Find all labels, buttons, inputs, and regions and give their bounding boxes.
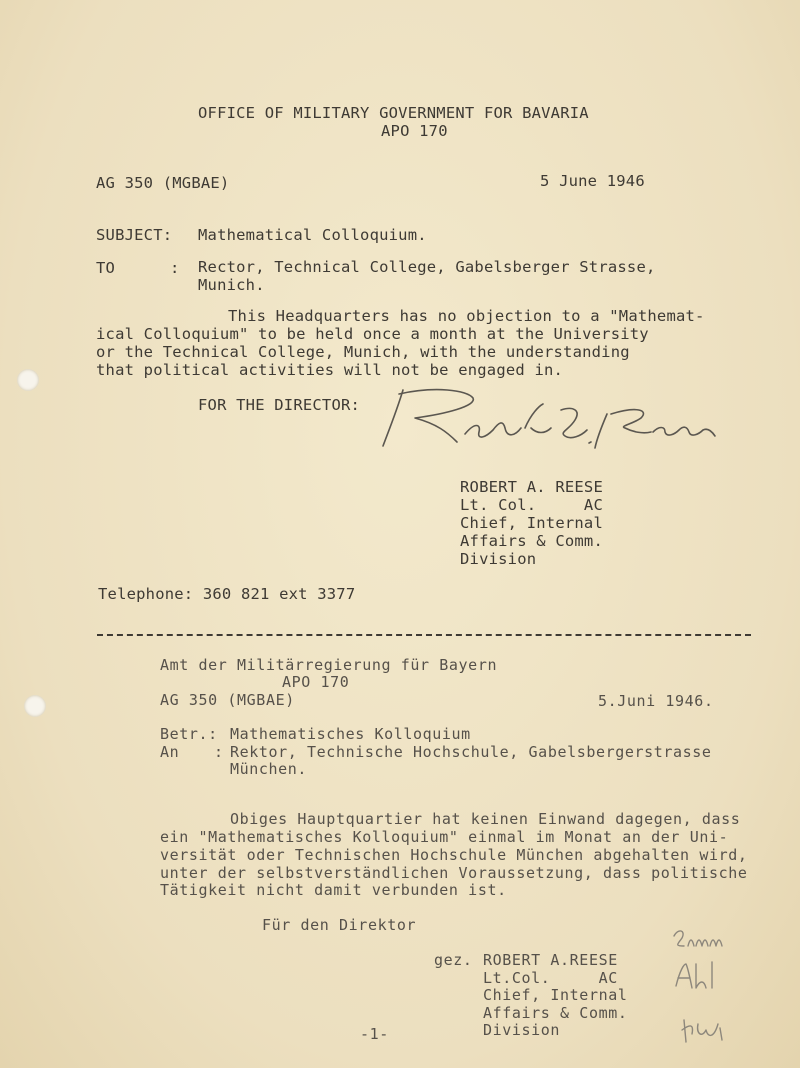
german-body-line-4: unter der selbstverständlichen Voraussetzung, dass politische bbox=[160, 864, 748, 882]
german-body-line-5: Tätigkeit nicht damit verbunden ist. bbox=[160, 881, 507, 899]
body-line-1: This Headquarters has no objection to a "Mathemat- bbox=[228, 307, 705, 325]
german-for-director: Für den Direktor bbox=[262, 916, 417, 934]
german-signature-rank: Lt.Col. AC bbox=[483, 969, 618, 987]
german-an-label: An bbox=[160, 743, 180, 761]
reference-number: AG 350 (MGBAE) bbox=[96, 174, 230, 192]
german-an-line-1: Rektor, Technische Hochschule, Gabelsbergerstrasse bbox=[230, 743, 712, 761]
german-body-line-1: Obiges Hauptquartier hat keinen Einwand dagegen, dass bbox=[230, 810, 741, 828]
german-gez: gez. bbox=[434, 951, 473, 969]
to-line-1: Rector, Technical College, Gabelsberger Strasse, bbox=[198, 258, 656, 276]
german-body-line-2: ein "Mathematisches Kolloquium" einmal im Monat an der Uni- bbox=[160, 828, 729, 846]
handwritten-signature bbox=[375, 384, 735, 456]
german-signature-name: ROBERT A.REESE bbox=[483, 951, 618, 969]
signature-title-1: Chief, Internal bbox=[460, 514, 603, 532]
german-betr-label: Betr.: bbox=[160, 725, 218, 743]
german-date: 5.Juni 1946. bbox=[598, 692, 714, 710]
signature-title-2: Affairs & Comm. bbox=[460, 532, 603, 550]
telephone: Telephone: 360 821 ext 3377 bbox=[98, 585, 356, 603]
signature-name: ROBERT A. REESE bbox=[460, 478, 603, 496]
body-line-2: ical Colloquium" to be held once a month at the University bbox=[96, 325, 649, 343]
body-line-3: or the Technical College, Munich, with the understanding bbox=[96, 343, 630, 361]
punch-hole-upper bbox=[17, 369, 39, 391]
german-signature-title-1: Chief, Internal bbox=[483, 986, 628, 1004]
german-office-apo: APO 170 bbox=[282, 673, 350, 691]
to-line-2: Munich. bbox=[198, 276, 265, 294]
signature-title-3: Division bbox=[460, 550, 537, 568]
to-label: TO bbox=[96, 259, 116, 277]
german-office-heading: Amt der Militärregierung für Bayern bbox=[160, 656, 498, 674]
german-betr-text: Mathematisches Kolloquium bbox=[230, 725, 471, 743]
german-signature-title-3: Division bbox=[483, 1021, 561, 1039]
german-body-line-3: versität oder Technischen Hochschule München abgehalten wird, bbox=[160, 846, 748, 864]
german-signature-title-2: Affairs & Comm. bbox=[483, 1004, 628, 1022]
office-heading: OFFICE OF MILITARY GOVERNMENT FOR BAVARIA bbox=[198, 104, 589, 122]
punch-hole-lower bbox=[24, 695, 46, 717]
german-an-colon: : bbox=[214, 743, 224, 761]
german-reference-number: AG 350 (MGBAE) bbox=[160, 691, 295, 709]
section-divider bbox=[97, 634, 751, 636]
body-line-4: that political activities will not be engaged in. bbox=[96, 361, 564, 379]
signature-rank: Lt. Col. AC bbox=[460, 496, 603, 514]
subject-label: SUBJECT: bbox=[96, 226, 173, 244]
for-the-director: FOR THE DIRECTOR: bbox=[198, 396, 361, 414]
german-an-line-2: München. bbox=[230, 760, 308, 778]
pencil-marginalia bbox=[668, 924, 738, 1054]
subject-text: Mathematical Colloquium. bbox=[198, 226, 427, 244]
page-number: -1- bbox=[360, 1025, 389, 1043]
document-date: 5 June 1946 bbox=[540, 172, 645, 190]
office-apo: APO 170 bbox=[381, 122, 448, 140]
to-colon: : bbox=[170, 259, 180, 277]
